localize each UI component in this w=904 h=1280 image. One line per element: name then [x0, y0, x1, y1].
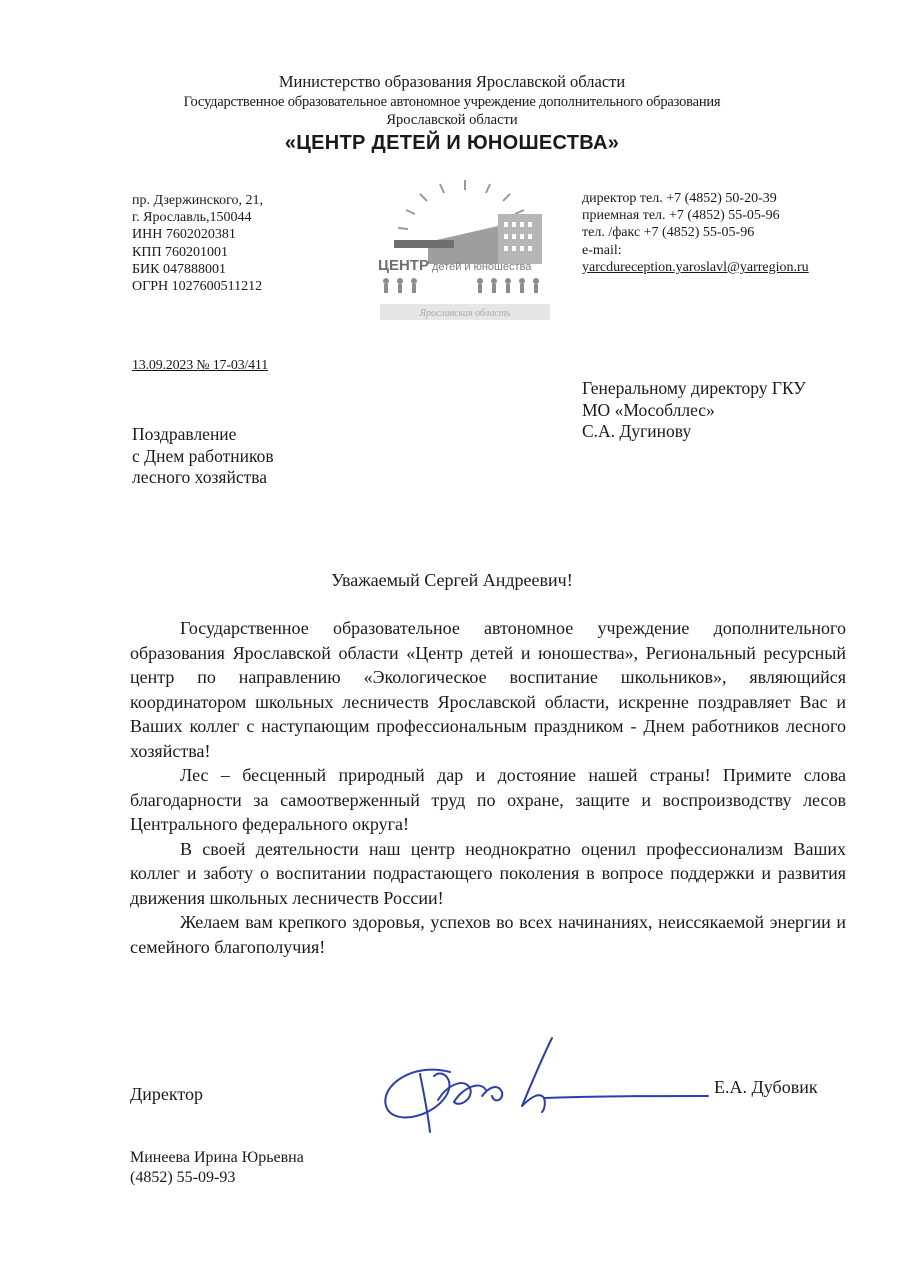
organization-title: «ЦЕНТР ДЕТЕЙ И ЮНОШЕСТВА»: [284, 132, 620, 154]
address-block: [132, 192, 332, 295]
signer-name: Е.А. Дубовик: [714, 1077, 818, 1097]
body-paragraph: В своей деятельности наш центр неоднократно оценил профессионализм Ваших коллег и заботу о воспитании подрастающего поколения в вопросе поддержки и развития движения школьных лесничеств России!: [130, 838, 846, 908]
logo-children-figures: [383, 278, 539, 293]
letter-body: [130, 616, 846, 959]
subject-block: [132, 424, 274, 489]
recipient-block: [582, 378, 806, 443]
subject-line: с Днем работников: [132, 445, 274, 466]
organization-logo: [370, 178, 560, 328]
institution-region: Ярославской области: [386, 112, 518, 128]
contacts-block: [582, 190, 882, 276]
subject-line: лесного хозяйства: [132, 467, 268, 487]
body-paragraph: Желаем вам крепкого здоровья, успехов во всех начинаниях, неиссякаемой энергии и семейного благополучия!: [130, 912, 846, 957]
email-label: e-mail:: [582, 242, 622, 258]
kpp-line: КПП 760201001: [132, 244, 229, 260]
body-paragraph: Государственное образовательное автономное учреждение дополнительного образования Ярославской области «Центр детей и юношества», Региональный ресурсный центр по направлению «Экологическое воспитание школьников», являющийся координатором школьных лесничеств Ярославской области, искренне поздравляет Вас и Ваших коллег с наступающим профессиональным праздником - Днем работников лесного хозяйства!: [130, 618, 846, 761]
recipient-line: Генеральному директору ГКУ: [582, 378, 806, 398]
logo-text-main: ЦЕНТР: [378, 257, 429, 274]
logo-text-sub: детей и юношества: [432, 261, 532, 273]
director-phone: директор тел. +7 (4852) 50-20-39: [582, 191, 777, 206]
executor-block: [130, 1148, 304, 1188]
recipient-line: С.А. Дугинову: [582, 421, 692, 441]
greeting: Уважаемый Сергей Андреевич!: [331, 570, 573, 590]
institution-type: Государственное образовательное автономное учреждение дополнительного образования: [183, 94, 721, 110]
executor-phone: (4852) 55-09-93: [130, 1169, 236, 1186]
bik-line: БИК 047888001: [132, 261, 226, 277]
ministry-name: Министерство образования Ярославской области: [278, 72, 626, 91]
inn-line: ИНН 7602020381: [132, 227, 236, 243]
address-line: пр. Дзержинского, 21,: [132, 193, 263, 208]
reception-phone: приемная тел. +7 (4852) 55-05-96: [582, 208, 780, 224]
body-paragraph: Лес – бесценный природный дар и достояние нашей страны! Примите слова благодарности за самоотверженный труд по охране, защите и воспроизводству лесов Центрального федерального округа!: [130, 765, 846, 834]
signer-position: Директор: [130, 1084, 204, 1104]
handwritten-signature: [372, 1034, 712, 1134]
subject-line: Поздравление: [132, 424, 237, 444]
logo-text-bottom: Ярославская область: [419, 308, 511, 319]
executor-name: Минеева Ирина Юрьевна: [130, 1149, 304, 1166]
ogrn-line: ОГРН 1027600511212: [132, 279, 263, 295]
email-link[interactable]: yarcdureception.yaroslavl@yarregion.ru: [582, 259, 809, 275]
registration-number: 13.09.2023 № 17-03/411: [132, 358, 268, 373]
recipient-line: МО «Мособллес»: [582, 399, 715, 420]
address-line: г. Ярославль,150044: [132, 210, 252, 226]
fax-phone: тел. /факс +7 (4852) 55-05-96: [582, 225, 755, 241]
